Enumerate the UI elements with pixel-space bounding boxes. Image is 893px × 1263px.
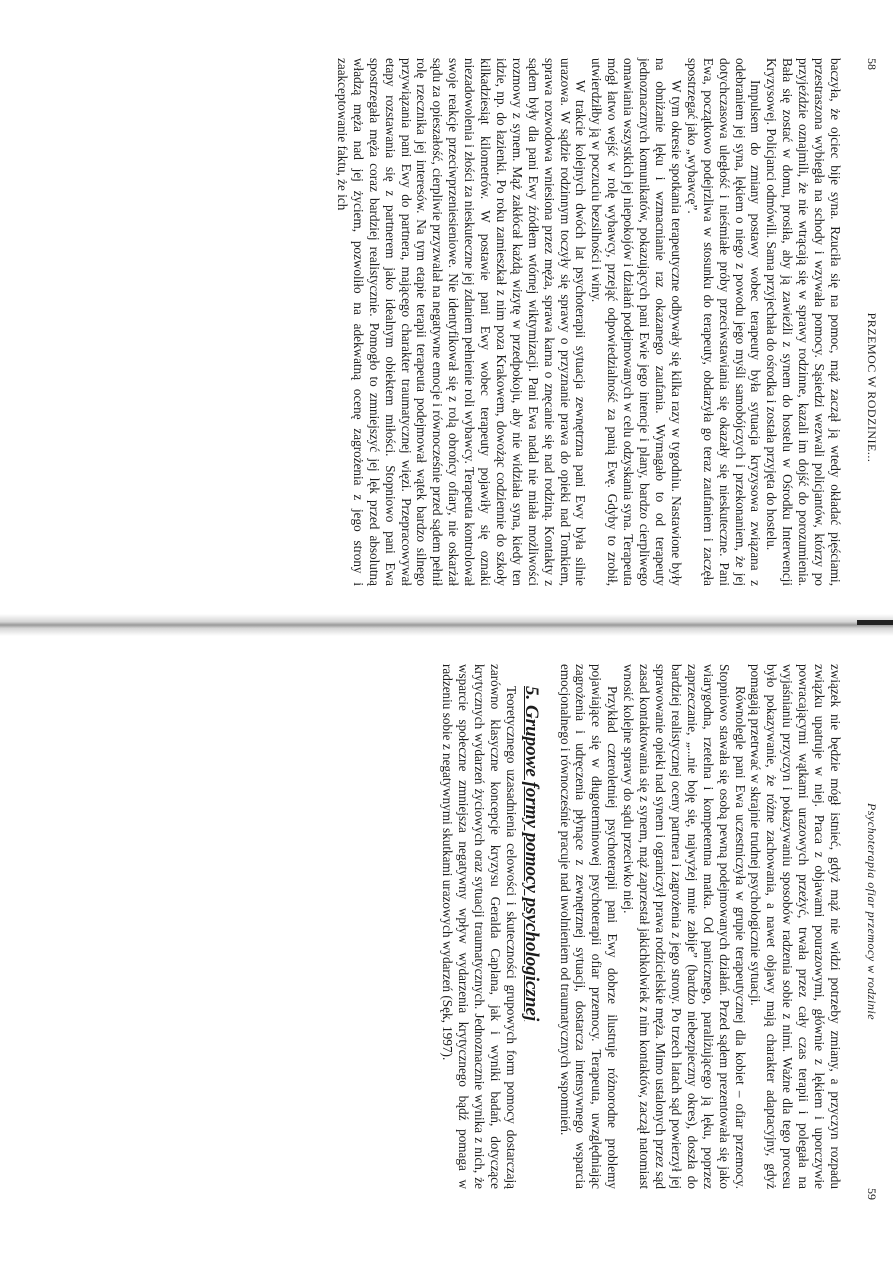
paragraph: W tym okresie spotkania terapeutyczne odbywały się kilka razy w tygodniu. Nastawione były na obniżanie lęku i wzmacnianie raz okazanego zaufania. Wymagało to od terapeuty jednoznacznych komunikatów, pokazujących pani Ewie jego intencje i plany, bardzo cierpliwego omawiania wszystkich jej niepokojów i działań podejmowanych w celu odzyskania syna. Terapeuta mógł łatwo wejść w rolę wybawcy, przejąć odpowiedzialność za panią Ewę. Gdyby to zrobił, utwierdziłby ją w poczuciu bezsilności i winy. (589, 58, 684, 586)
left-page (0, 0, 893, 615)
paragraph: Przykład czteroletniej psychoterapii pani Ewy dobrze ilustruje różnorodne problemy pojawiające się w długoterminowej psychoterapii ofiar przemocy. Terapeuta, uwzględniając zagrożenia i udręczenia płynące z zewnętrznej sytuacji, dostarcza intensywnego wsparcia emocjonalnego i równocześnie pracuje nad uwolnieniem od traumatycznych wspomnień. (557, 664, 621, 1189)
running-head: Psychoterapia ofiar przemocy w rodzinie (865, 802, 879, 1021)
page-number: 59 (865, 1188, 879, 1200)
section-heading: 5. Grupowe formy pomocy psychologicznej (520, 686, 542, 1022)
binding-mark (857, 620, 893, 625)
running-head: PRZEMOC W RODZINIE... (865, 312, 879, 463)
book-gutter (0, 614, 893, 636)
paragraph: Teoretycznego uzasadnienia celowości i skuteczności grupowych form pomocy dostarczają zarówno klasyczne koncepcje kryzysu Geralda Caplana, jak i wyniki badań, dotyczące krytycznych wydarzeń życiowych oraz sytuacji traumatycznych. Jednoznacznie wynika z nich, że wsparcie społeczne zmniejsza negatywny wpływ wydarzenia krytycznego bądź pomaga w radzeniu sobie z negatywnymi skutkami urazowych wydarzeń (Sęk, 1997). (440, 664, 519, 1189)
section-spacer (543, 664, 557, 1189)
paragraph: baczyła, że ojciec bije syna. Rzuciła się na pomoc, mąż zaczął ją wtedy okładać pięściami, przestraszona wybiegła na schody i wzywała pomocy. Sąsiedzi wezwali policjantów, którzy po przyjeździe oznajmili, że nie wtrącają się w sprawy rodzinne, kazali im dojść do porozumienia. Bała się zostać w domu, prosiła, aby ją zawieźli z synem do hostelu w Ośrodku Interwencji Kryzysowej. Policjanci odmówili. Sama przyjechała do ośrodka i została przyjęta do hostelu. (764, 58, 843, 586)
page-number: 58 (865, 58, 879, 70)
right-page (0, 634, 893, 1249)
paragraph: Równolegle pani Ewa uczestniczyła w grupie terapeutycznej dla kobiet – ofiar przemocy. Stopniowo stawała się osobą pewną podejmowanych działań. Przed sądem prezentowała się jako wiarygodna, rzetelna i kompetentna matka. Od panicznego, paraliżującego ją lęku, poprzez zaprzeczanie, „...nie boję się, najwyżej mnie zabije” (bardzo niebezpieczny okres), doszła do bardziej realistycznej oceny partnera i zagrożenia z jego strony. Po trzech latach sąd powierzył jej sprawowanie opieki nad synem i ograniczył prawa rodzicielskie męża. Mimo ustalonych przez sąd zasad kontaktowania się z synem, mąż zaprzestał jakichkolwiek z nim kontaktów, zaczął natomiast wnosić kolejne sprawy do sądu przeciwko niej. (621, 664, 748, 1189)
paragraph: związek nie będzie mógł istnieć, gdyż mąż nie widzi potrzeby zmiany, a przyczyn rozpadu związku upatruje w niej. Praca z objawami pourazowymi, głównie z lękiem i uporczywie powracającymi wątkami urazowych przeżyć, trwała przez cały czas terapii i polegała na wyjaśnianiu przyczyn i pokazywaniu sposobów radzenia sobie z nimi. Ważne dla tego procesu było pokazywanie, że różne zachowania, a nawet objawy mają charakter adaptacyjny, gdyż pomagają przetrwać w skrajnie trudnej psychologicznie sytuacji. (748, 664, 843, 1189)
paragraph: W trakcie kolejnych dwóch lat psychoterapii sytuacja zewnętrzna pani Ewy była silnie urazowa. W sądzie rodzinnym toczyły się sprawy o przyznanie prawa do opieki nad Tomkiem, sprawa rozwodowa wniesiona przez męża, sprawa karna o znęcanie się nad rodziną. Kontakty z sądem były dla pani Ewy źródłem wtórnej wiktymizacji. Pani Ewa nadal nie miała możliwości rozmowy z synem. Mąż zakłócał każdą wizytę w przedpokoju, aby nie widziała syna, kiedy ten idzie, np. do łazienki. Po roku zamieszkał z nim poza Krakowem, dowożąc codziennie do szkoły kilkadziesiąt kilometrów. W postawie pani Ewy wobec terapeuty pojawiły się oznaki niezadowolenia i złości za nieskuteczne jej zdaniem pełnienie roli wybawcy. Terapeuta kontrolował swoje reakcje przeciwprzeniesieniowe. Nie identyfikował się z rolą obrońcy ofiary, nie oskarżał sądu za opieszałość, cierpliwie przyzwalał na negatywne emocje i równocześnie przed sądem pełnił rolę rzecznika jej interesów. Na tym etapie terapii terapeuta podejmował wątek bardzo silnego przywiązania pani Ewy do partnera, mającego charakter traumatycznej więzi. Przepracowywał etapy rozstawania się z partnerem jako idealnym obiektem miłości. Stopniowo pani Ewa spostrzegała męża coraz bardziej realistycznie. Pomogło to zmniejszyć jej lęk przed absolutną władzą męża nad jej życiem, pozwoliło na adekwatną ocenę zagrożenia z jego strony i zaakceptowanie faktu, że ich (334, 58, 589, 586)
body-text (439, 664, 843, 1189)
paragraph: Impulsem do zmiany postawy wobec terapeuty była sytuacja kryzysowa związana z odebraniem jej syna, lękiem o niego z powodu jego myśli samobójczych i przekonaniem, że jej dotychczasowa uległość i nieśmiałe próby przeciwstawiania się okazały się nieskuteczne. Pani Ewa, początkowo podejrzliwa w stosunku do terapeuty, obdarzyła go teraz zaufaniem i zaczęła spostrzegać jako „wybawcę”. (684, 58, 764, 586)
body-text (334, 58, 843, 586)
